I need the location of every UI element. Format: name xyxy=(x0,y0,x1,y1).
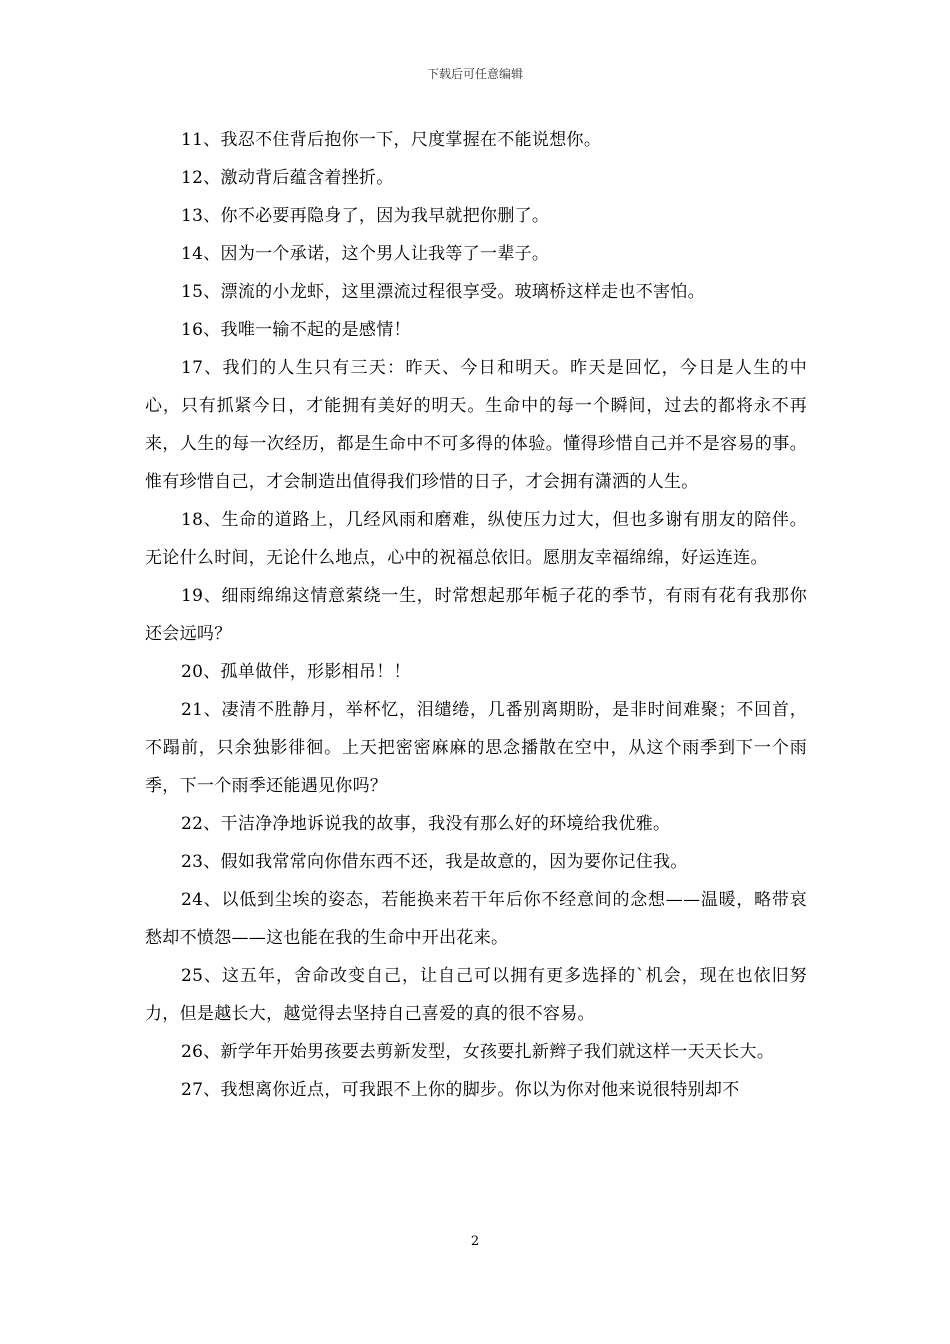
paragraph-15: 15、漂流的小龙虾，这里漂流过程很享受。玻璃桥这样走也不害怕。 xyxy=(181,282,705,302)
paragraph-26: 26、新学年开始男孩要去剪新发型，女孩要扎新辫子我们就这样一天天长大。 xyxy=(181,1042,775,1062)
paragraph-22: 22、干洁净净地诉说我的故事，我没有那么好的环境给我优雅。 xyxy=(181,814,671,834)
paragraph-21: 21、凄清不胜静月，举杯忆，泪缱绻，几番别离期盼，是非时间难聚；不回首，不蹋前，只余独影徘徊。上天把密密麻麻的思念播散在空中，从这个雨季到下一个雨季，下一个雨季还能遇见你吗？ xyxy=(145,700,807,796)
paragraph-16: 16、我唯一输不起的是感情！ xyxy=(181,320,411,340)
paragraph-20: 20、孤单做伴，形影相吊！！ xyxy=(181,662,411,682)
paragraph-17: 17、我们的人生只有三天：昨天、今日和明天。昨天是回忆，今日是人生的中心，只有抓紧今日，才能拥有美好的明天。生命中的每一个瞬间，过去的都将永不再来，人生的每一次经历，都是生命中不可多得的体验。懂得珍惜自己并不是容易的事。惟有珍惜自己，才会制造出值得我们珍惜的日子，才会拥有潇洒的人生。 xyxy=(145,358,807,492)
paragraph-23: 23、假如我常常向你借东西不还，我是故意的，因为要你记住我。 xyxy=(181,852,688,872)
paragraph-27: 27、我想离你近点，可我跟不上你的脚步。你以为你对他来说很特别却不 xyxy=(181,1080,740,1100)
paragraph-18: 18、生命的道路上，几经风雨和磨难，纵使压力过大，但也多谢有朋友的陪伴。无论什么时间，无论什么地点，心中的祝福总依旧。愿朋友幸福绵绵，好运连连。 xyxy=(145,510,807,568)
page-header: 下载后可任意编辑 xyxy=(426,67,523,81)
paragraph-12: 12、激动背后蕴含着挫折。 xyxy=(181,168,394,188)
paragraph-14: 14、因为一个承诺，这个男人让我等了一辈子。 xyxy=(181,244,550,264)
paragraph-25: 25、这五年，舍命改变自己，让自己可以拥有更多选择的`机会，现在也依旧努力，但是越长大，越觉得去坚持自己喜爱的真的很不容易。 xyxy=(145,966,807,1024)
paragraph-13: 13、你不必要再隐身了，因为我早就把你删了。 xyxy=(181,206,550,226)
document-body xyxy=(145,121,807,1109)
paragraph-24: 24、以低到尘埃的姿态，若能换来若干年后你不经意间的念想——温暖，略带哀愁却不愤怨——这也能在我的生命中开出花来。 xyxy=(145,890,807,948)
paragraph-11: 11、我忍不住背后抱你一下，尺度掌握在不能说想你。 xyxy=(181,130,602,150)
page-number: 2 xyxy=(470,1234,480,1249)
paragraph-19: 19、细雨绵绵这情意萦绕一生，时常想起那年栀子花的季节，有雨有花有我那你还会远吗？ xyxy=(145,586,807,644)
